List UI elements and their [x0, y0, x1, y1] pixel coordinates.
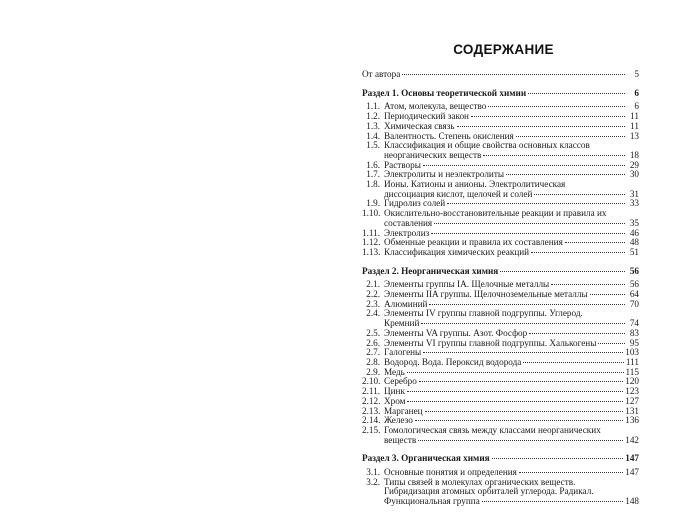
page-number: 18: [629, 149, 639, 160]
entry-number: 2.13.: [362, 405, 381, 416]
page-number: 35: [629, 217, 639, 228]
page-number: 51: [629, 246, 639, 257]
dot-leader: [407, 401, 623, 402]
entry-title: Хром: [384, 395, 406, 406]
dot-leader: [506, 174, 625, 175]
dot-leader: [418, 440, 623, 441]
entry-title: Электролиз: [384, 227, 430, 238]
dot-leader: [488, 106, 625, 107]
entry-title: Химическая связь: [384, 120, 455, 131]
page-number: 142: [625, 434, 639, 445]
entry-number: 2.1.: [366, 279, 380, 290]
entry-number: 2.15.: [362, 424, 381, 435]
entry-title: Раздел 2. Неорганическая химия: [362, 265, 499, 276]
entry-title: От автора: [362, 69, 401, 79]
page-number: 56: [629, 279, 639, 290]
page-number: 31: [629, 188, 639, 199]
dot-leader: [482, 501, 623, 502]
entry-number: 1.2.: [366, 111, 380, 122]
dot-leader: [447, 203, 625, 204]
dot-leader: [407, 372, 624, 373]
page-number: 103: [625, 347, 639, 358]
entry-title: Гибридизация атомных орбиталей углерода. Радикал.: [384, 486, 594, 497]
dot-leader: [565, 242, 625, 243]
toc-entry[interactable]: [362, 248, 639, 258]
dot-leader: [492, 458, 624, 459]
page-number: 131: [625, 405, 639, 416]
dot-leader: [516, 136, 625, 137]
page-number: 29: [629, 159, 639, 170]
table-of-contents-page: [362, 42, 639, 507]
entry-title: Элементы IIA группы. Щелочноземельные металлы: [384, 289, 588, 300]
entry-title: Атом, молекула, вещество: [384, 101, 487, 112]
page-title: СОДЕРЖАНИЕ: [453, 42, 554, 57]
entry-number: 2.12.: [362, 395, 381, 406]
page-number: 13: [629, 130, 639, 141]
entry-title: Галогены: [384, 347, 422, 358]
entry-title: Алюминий: [384, 298, 428, 309]
page-number: 11: [630, 111, 639, 122]
page-number: 127: [625, 395, 639, 406]
entry-title: Марганец: [384, 405, 423, 416]
entry-title: Основные понятия и определения: [384, 467, 517, 478]
dot-leader: [407, 391, 623, 392]
entry-number: 3.1.: [366, 467, 380, 478]
entry-title: Классификация химических реакций: [384, 246, 530, 257]
toc-entry[interactable]: [362, 478, 639, 507]
page-number: 33: [629, 198, 639, 209]
entry-number: 1.10.: [362, 208, 381, 219]
page-number: 147: [625, 467, 639, 478]
entry-number: 2.6.: [366, 337, 380, 348]
entry-title: Классификация и общие свойства основных классов: [384, 140, 590, 151]
dot-leader: [598, 343, 625, 344]
entry-title: Элементы VA группы. Азот. Фосфор: [384, 327, 528, 338]
entry-number: 2.4.: [366, 308, 380, 319]
entry-title: Элементы IV группы главной подгруппы. Углерод.: [384, 308, 583, 319]
dot-leader: [471, 116, 625, 117]
entry-title: веществ: [384, 434, 417, 445]
entry-number: 2.3.: [366, 298, 380, 309]
entry-number: 1.5.: [366, 140, 380, 151]
entry-number: 1.7.: [366, 169, 380, 180]
entry-number: 2.10.: [362, 376, 381, 387]
dot-leader: [419, 381, 623, 382]
toc-entry[interactable]: [362, 209, 639, 228]
dot-leader: [423, 165, 625, 166]
page-number: 5: [634, 69, 639, 79]
entry-title: Раздел 1. Основы теоретической химии: [362, 87, 527, 98]
entry-title: Элементы VI группы главной подгруппы. Халькогены: [384, 337, 597, 348]
entry-title: Железо: [384, 415, 413, 426]
dot-leader: [425, 411, 624, 412]
dot-leader: [483, 155, 625, 156]
entry-title: Серебро: [384, 376, 417, 387]
entry-number: 1.8.: [366, 179, 380, 190]
entry-title: Кремний: [384, 318, 420, 329]
page-number: 30: [629, 169, 639, 180]
entry-number: 2.11.: [362, 386, 381, 397]
entry-number: 1.4.: [366, 130, 380, 141]
entry-number: 1.11.: [362, 227, 381, 238]
entry-title: диссоциация кислот, щелочей и солей: [384, 188, 533, 199]
dot-leader: [523, 362, 624, 363]
entry-title: Валентность. Степень окисления: [384, 130, 514, 141]
toc-entry[interactable]: [362, 141, 639, 160]
entry-number: 1.12.: [362, 237, 381, 248]
entry-title: Функциональная группа: [384, 496, 480, 507]
toc-entry[interactable]: [362, 180, 639, 199]
toc-list: [362, 70, 639, 507]
page-number: 64: [629, 289, 639, 300]
entry-title: Окислительно-восстановительные реакции и правила их: [384, 208, 607, 219]
page-number: 147: [625, 453, 639, 464]
page-number: 6: [634, 101, 639, 112]
toc-section-entry[interactable]: [362, 70, 639, 80]
entry-title: Цинк: [384, 386, 405, 397]
entry-number: 1.13.: [362, 246, 381, 257]
page-number: 136: [625, 415, 639, 426]
entry-title: Раздел 3. Органическая химия: [362, 453, 490, 464]
dot-leader: [528, 93, 625, 94]
entry-title: Растворы: [384, 159, 421, 170]
entry-title: Обменные реакции и правила их составления: [384, 237, 563, 248]
dot-leader: [402, 74, 625, 75]
dot-leader: [431, 233, 625, 234]
dot-leader: [529, 333, 625, 334]
dot-leader: [531, 252, 625, 253]
dot-leader: [421, 323, 625, 324]
entry-title: Водород. Вода. Пероксид водорода: [384, 356, 522, 367]
entry-number: 2.5.: [366, 327, 380, 338]
page-number: 46: [629, 227, 639, 238]
page-number: 56: [629, 265, 639, 276]
page-number: 148: [625, 496, 639, 507]
dot-leader: [423, 352, 623, 353]
page-number: 74: [629, 318, 639, 329]
page-number: 6: [634, 87, 639, 98]
entry-title: Ионы. Катионы и анионы. Электролитическая: [384, 179, 566, 190]
entry-number: 2.8.: [366, 356, 380, 367]
entry-title: составления: [384, 217, 433, 228]
entry-number: 2.9.: [366, 366, 380, 377]
entry-number: 2.7.: [366, 347, 380, 358]
page-number: 123: [625, 386, 639, 397]
page-number: 48: [629, 237, 639, 248]
toc-entry[interactable]: [362, 426, 639, 445]
entry-title: Электролиты и неэлектролиты: [384, 169, 505, 180]
page-number: 95: [629, 337, 639, 348]
dot-leader: [434, 223, 625, 224]
page-number: 111: [625, 356, 639, 367]
entry-number: 1.6.: [366, 159, 380, 170]
entry-title: Элементы группы IA. Щелочные металлы: [384, 279, 550, 290]
dot-leader: [551, 284, 625, 285]
entry-number: 2.2.: [366, 289, 380, 300]
entry-number: 1.3.: [366, 120, 380, 131]
toc-section-entry[interactable]: [362, 267, 639, 277]
entry-number: 3.2.: [366, 476, 380, 487]
entry-number: 1.9.: [366, 198, 380, 209]
dot-leader: [519, 472, 623, 473]
page-number: 11: [630, 120, 639, 131]
entry-title: неорганических веществ: [384, 149, 482, 160]
dot-leader: [590, 294, 625, 295]
dot-leader: [500, 271, 625, 272]
dot-leader: [415, 420, 623, 421]
toc-section-entry[interactable]: [362, 454, 639, 464]
entry-title: Периодический закон: [384, 111, 469, 122]
page-number: 120: [625, 376, 639, 387]
dot-leader: [457, 126, 625, 127]
entry-title: Типы связей в молекулах органических веществ.: [384, 476, 576, 487]
entry-title: Гомологическая связь между классами неорганических: [384, 424, 601, 435]
toc-entry[interactable]: [362, 309, 639, 328]
entry-number: 2.14.: [362, 415, 381, 426]
toc-section-entry[interactable]: [362, 89, 639, 99]
entry-number: 1.1.: [366, 101, 380, 112]
page-number: 83: [629, 327, 639, 338]
dot-leader: [534, 194, 625, 195]
page-number: 70: [629, 298, 639, 309]
entry-title: Гидролиз солей: [384, 198, 446, 209]
entry-title: Медь: [384, 366, 405, 377]
dot-leader: [429, 304, 625, 305]
page-number: 115: [625, 366, 639, 377]
